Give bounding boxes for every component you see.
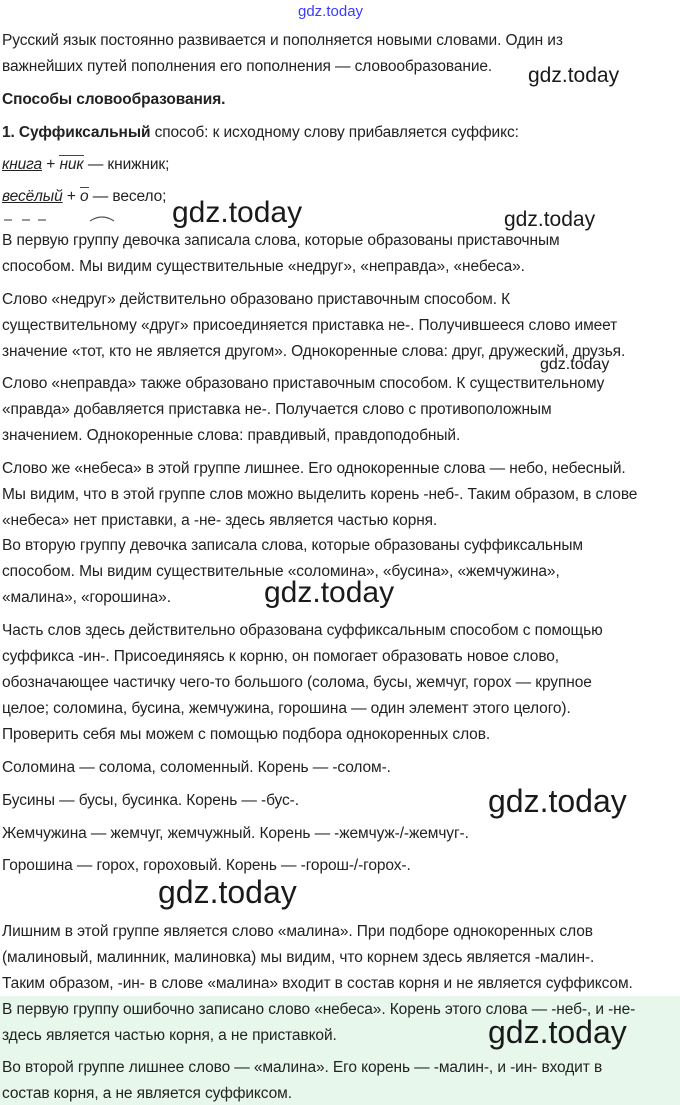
paragraph-line: значение «тот, кто не является другом». Однокоренные слова: друг, дружеский, друзья. bbox=[2, 343, 626, 360]
watermark: gdz.today bbox=[488, 1014, 627, 1050]
paragraph-line: Часть слов здесь действительно образована суффиксальным способом с помощью bbox=[2, 622, 603, 639]
paragraph-line: способом. Мы видим существительные «соломина», «бусина», «жемчужина», bbox=[2, 563, 560, 580]
suffix-method-line bbox=[2, 123, 519, 143]
top-watermark: gdz.today bbox=[298, 3, 364, 20]
paragraph-line: «небеса» нет приставки, а -не- здесь является частью корня. bbox=[2, 512, 438, 529]
answer-line: состав корня, а не является суффиксом. bbox=[2, 1085, 292, 1102]
paragraph-line: значением. Однокоренные слова: правдивый, правдоподобный. bbox=[2, 427, 461, 444]
answer-line: здесь является частью корня, а не приставкой. bbox=[2, 1027, 337, 1044]
watermark: gdz.today bbox=[172, 196, 303, 229]
paragraph-line: Жемчужина — жемчуг, жемчужный. Корень — -жемчуж-/-жемчуг-. bbox=[2, 825, 469, 842]
answer-line: Во второй группе лишнее слово — «малина». Его корень — -малин-, и -ин- входит в bbox=[2, 1059, 603, 1076]
watermark: gdz.today bbox=[158, 874, 297, 910]
watermark: gdz.today bbox=[540, 356, 610, 373]
paragraph-line: Во вторую группу девочка записала слова, которые образованы суффиксальным bbox=[2, 537, 583, 554]
answer-line: В первую группу ошибочно записано слово «небеса». Корень этого слова — -неб-, и -не- bbox=[2, 1001, 636, 1018]
watermark: gdz.today bbox=[528, 64, 620, 87]
paragraph-line: (малиновый, малинник, малиновка) мы видим, что корнем здесь является -малин-. bbox=[2, 949, 595, 966]
suffix-example-1 bbox=[2, 155, 169, 175]
watermark: gdz.today bbox=[488, 783, 627, 819]
paragraph-line: Слово же «небеса» в этой группе лишнее. Его однокоренные слова — небо, небесный. bbox=[2, 460, 626, 477]
paragraph-line: Проверить себя мы можем с помощью подбора однокоренных слов. bbox=[2, 726, 491, 743]
paragraph-line: Слово «неправда» также образовано приставочным способом. К существительному bbox=[2, 375, 605, 392]
paragraph-line: целое; соломина, бусина, жемчужина, горошина — один элемент этого целого). bbox=[2, 700, 571, 717]
paragraph-line: «правда» добавляется приставка не-. Получается слово с противоположным bbox=[2, 401, 552, 418]
paragraph-line: Горошина — горох, гороховый. Корень — -горош-/-горох-. bbox=[2, 857, 411, 874]
suffix-mark-icon: ник bbox=[59, 156, 84, 173]
paragraph-line: способом. Мы видим существительные «недруг», «неправда», «небеса». bbox=[2, 258, 525, 275]
example-result: — весело; bbox=[88, 188, 167, 205]
paragraph-line: Таким образом, -ин- в слове «малина» входит в состав корня и не является суффиксом. bbox=[2, 975, 633, 992]
intro-line-2: важнейших путей пополнения его пополнения — словообразование. bbox=[2, 58, 493, 75]
example-base-word: весёлый bbox=[2, 188, 63, 205]
suffix-method-label: 1. Суффиксальный bbox=[2, 124, 151, 141]
example-base-word: книга bbox=[2, 156, 43, 173]
watermark: gdz.today bbox=[264, 576, 395, 609]
paragraph-line: суффикса -ин-. Присоединяясь к корню, он помогает образовать новое слово, bbox=[2, 648, 560, 665]
example-plus: + bbox=[42, 156, 60, 173]
suffix-method-text: способ: к исходному слову прибавляется суффикс: bbox=[150, 124, 519, 141]
intro-line-1: Русский язык постоянно развивается и пополняется новыми словами. Один из bbox=[2, 32, 563, 49]
paragraph-line: Слово «недруг» действительно образовано приставочным способом. К bbox=[2, 291, 511, 308]
example-plus: + bbox=[62, 188, 81, 205]
paragraph-line: Бусины — бусы, бусинка. Корень — -бус-. bbox=[2, 792, 299, 809]
paragraph-line: обозначающее частичку чего-то большого (солома, бусы, жемчуг, горох — крупное bbox=[2, 674, 592, 691]
methods-heading: Способы словообразования. bbox=[2, 91, 226, 108]
watermark: gdz.today bbox=[504, 208, 596, 231]
example-result: — книжник; bbox=[83, 156, 170, 173]
paragraph-line: В первую группу девочка записала слова, которые образованы приставочным bbox=[2, 232, 560, 249]
paragraph-line: Мы видим, что в этой группе слов можно выделить корень -неб-. Таким образом, в слове bbox=[2, 486, 638, 503]
paragraph-line: «малина», «горошина». bbox=[2, 589, 171, 606]
suffix-mark-icon: о bbox=[80, 188, 89, 205]
paragraph-line: Лишним в этой группе является слово «малина». При подборе однокоренных слов bbox=[2, 923, 593, 940]
paragraph-line: существительному «друг» присоединяется приставка не-. Получившееся слово имеет bbox=[2, 317, 618, 334]
suffix-example-2 bbox=[2, 187, 166, 207]
cropped-morpheme-marks bbox=[0, 212, 140, 222]
paragraph-line: Соломина — солома, соломенный. Корень — -солом-. bbox=[2, 759, 391, 776]
